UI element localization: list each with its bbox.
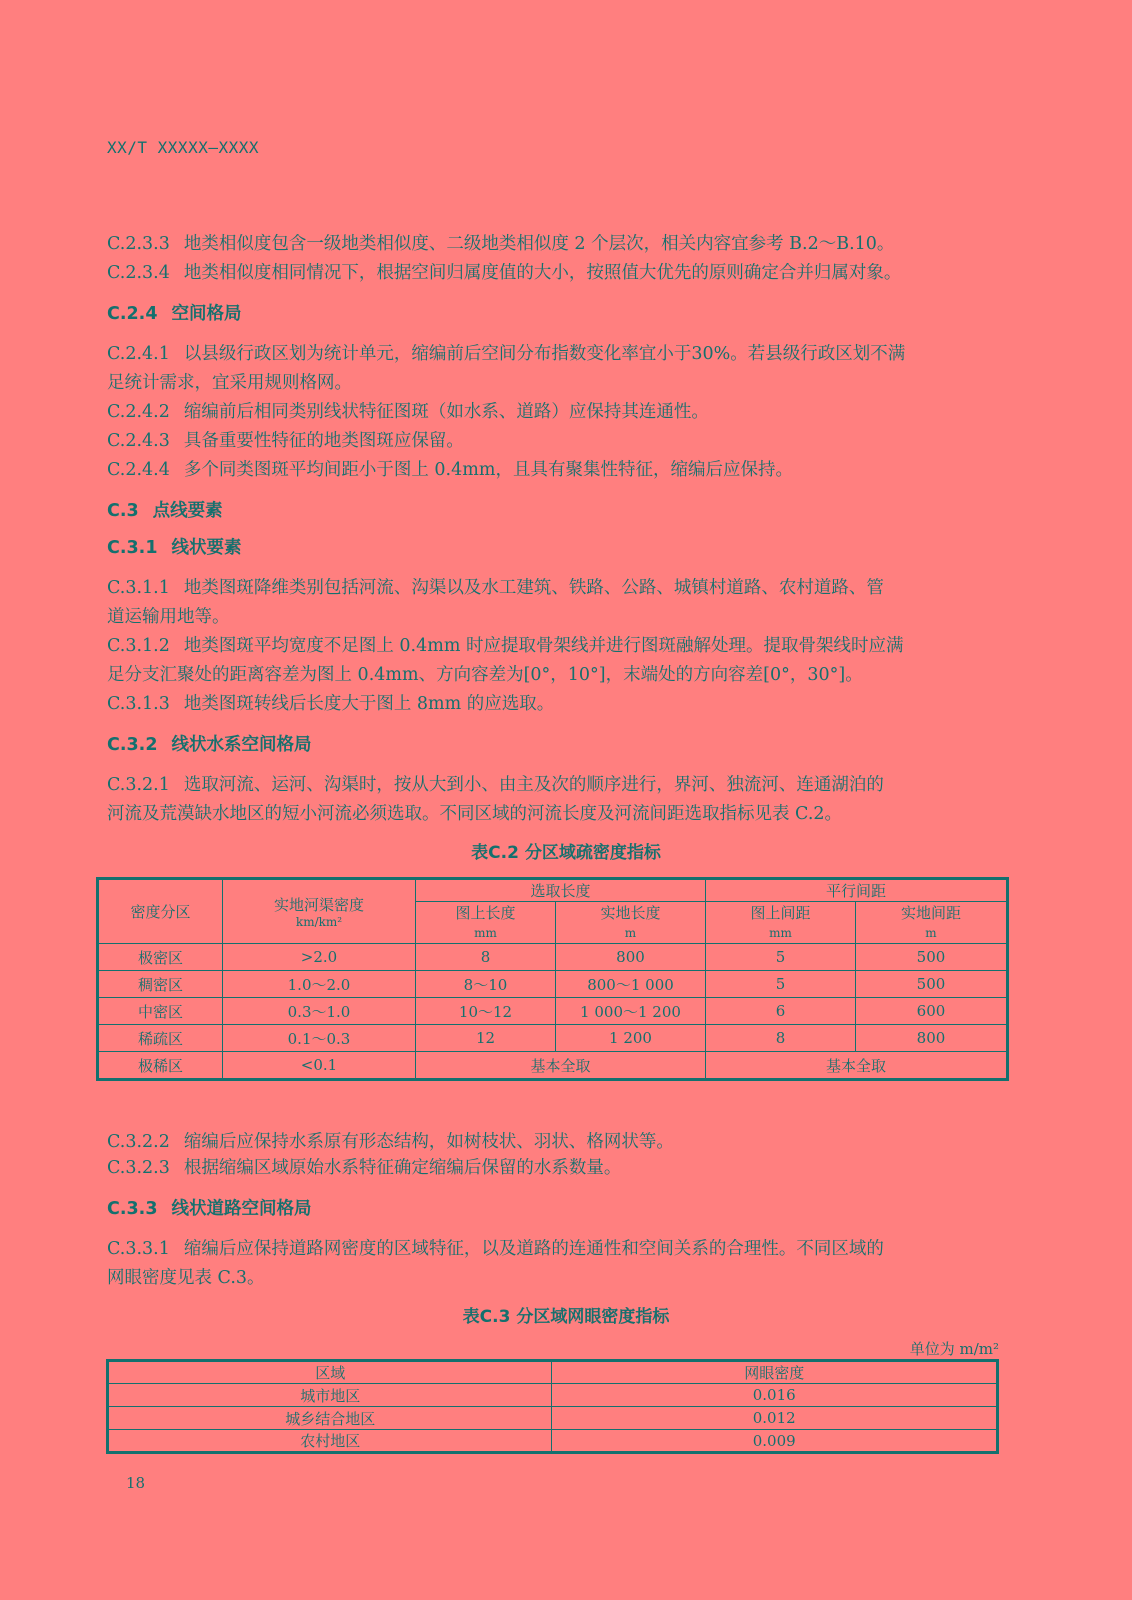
cell-parallel-all: 基本全取 (706, 1052, 1008, 1080)
cell-density: 0.3～1.0 (223, 998, 416, 1025)
heading-c3-1: C.3.1 线状要素 (107, 538, 242, 558)
table-row (98, 1025, 1008, 1052)
cell-zone: 稠密区 (98, 971, 223, 998)
clause-c3-1-1: C.3.1.1 地类图斑降维类别包括河流、沟渠以及水工建筑、铁路、公路、城镇村道路、农村道路、管 (107, 578, 884, 598)
clause-c3-2-2: C.3.2.2 缩编后应保持水系原有形态结构，如树枝状、羽状、格网状等。 (107, 1132, 674, 1152)
table-row (98, 1052, 1008, 1080)
cell-density: <0.1 (223, 1052, 416, 1080)
th-real-spacing-unit: m (856, 924, 1008, 944)
clause-c3-2-1-cont: 河流及荒漠缺水地区的短小河流必须选取。不同区域的河流长度及河流间距选取指标见表 C.2。 (107, 804, 843, 824)
clause-c2-3-3: C.2.3.3 地类相似度包含一级地类相似度、二级地类相似度 2 个层次，相关内容宜参考 B.2～B.10。 (107, 234, 895, 254)
cell-density: 0.1～0.3 (223, 1025, 416, 1052)
cell-mesh-density: 0.012 (552, 1407, 998, 1430)
th-region: 区域 (108, 1361, 552, 1384)
cell-real-spacing: 500 (856, 971, 1008, 998)
table-row (98, 998, 1008, 1025)
table-c2-caption: 表C.2 分区域疏密度指标 (471, 843, 661, 863)
cell-mesh-density: 0.009 (552, 1430, 998, 1453)
heading-c2-4: C.2.4 空间格局 (107, 304, 242, 324)
cell-map-spacing: 5 (706, 944, 856, 971)
cell-selection-all: 基本全取 (416, 1052, 706, 1080)
clause-c3-1-2: C.3.1.2 地类图斑平均宽度不足图上 0.4mm 时应提取骨架线并进行图斑融解处理。提取骨架线时应满 (107, 636, 904, 656)
cell-zone: 极密区 (98, 944, 223, 971)
clause-c3-3-1-cont: 网眼密度见表 C.3。 (107, 1268, 265, 1288)
cell-density: >2.0 (223, 944, 416, 971)
table-c3 (106, 1359, 999, 1454)
th-map-spacing: 图上间距 (706, 902, 856, 924)
table-row (98, 971, 1008, 998)
cell-real-length: 1 200 (556, 1025, 706, 1052)
table-c3-unit-note: 单位为 m/m² (909, 1340, 999, 1358)
clause-c2-4-1-cont: 足统计需求，宜采用规则格网。 (107, 373, 352, 393)
table-c3-caption: 表C.3 分区域网眼密度指标 (462, 1307, 670, 1327)
clause-c3-1-3: C.3.1.3 地类图斑转线后长度大于图上 8mm 的应选取。 (107, 694, 555, 714)
cell-map-length: 8 (416, 944, 556, 971)
cell-region: 城乡结合地区 (108, 1407, 552, 1430)
cell-map-length: 12 (416, 1025, 556, 1052)
cell-real-spacing: 800 (856, 1025, 1008, 1052)
th-density: 实地河渠密度 km/km² (223, 879, 416, 944)
cell-mesh-density: 0.016 (552, 1384, 998, 1407)
th-map-length-unit: mm (416, 924, 556, 944)
th-real-length: 实地长度 (556, 902, 706, 924)
table-row (108, 1407, 998, 1430)
heading-c3: C.3 点线要素 (107, 501, 223, 521)
th-parallel-spacing: 平行间距 (706, 879, 1008, 902)
clause-c2-4-4: C.2.4.4 多个同类图斑平均间距小于图上 0.4mm，且具有聚集性特征，缩编后应保持。 (107, 460, 793, 480)
clause-c3-1-2-cont: 足分支汇聚处的距离容差为图上 0.4mm、方向容差为[0°，10°]，末端处的方向容差[0°，30°]。 (107, 665, 863, 685)
cell-real-spacing: 500 (856, 944, 1008, 971)
cell-real-length: 800 (556, 944, 706, 971)
cell-region: 城市地区 (108, 1384, 552, 1407)
th-map-length: 图上长度 (416, 902, 556, 924)
clause-c3-2-3: C.3.2.3 根据缩编区域原始水系特征确定缩编后保留的水系数量。 (107, 1158, 622, 1178)
heading-c3-2: C.3.2 线状水系空间格局 (107, 735, 312, 755)
cell-zone: 极稀区 (98, 1052, 223, 1080)
cell-zone: 中密区 (98, 998, 223, 1025)
th-selection-length: 选取长度 (416, 879, 706, 902)
page-number: 18 (126, 1474, 146, 1492)
cell-real-length: 1 000～1 200 (556, 998, 706, 1025)
heading-c3-3: C.3.3 线状道路空间格局 (107, 1199, 312, 1219)
cell-real-spacing: 600 (856, 998, 1008, 1025)
table-row (98, 944, 1008, 971)
cell-region: 农村地区 (108, 1430, 552, 1453)
table-row (108, 1384, 998, 1407)
cell-map-spacing: 6 (706, 998, 856, 1025)
th-real-length-unit: m (556, 924, 706, 944)
clause-c2-3-4: C.2.3.4 地类相似度相同情况下，根据空间归属度值的大小，按照值大优先的原则确定合并归属对象。 (107, 263, 902, 283)
clause-c2-4-1: C.2.4.1 以县级行政区划为统计单元，缩编前后空间分布指数变化率宜小于30%。若县级行政区划不满 (107, 344, 906, 364)
cell-map-length: 10～12 (416, 998, 556, 1025)
cell-real-length: 800～1 000 (556, 971, 706, 998)
document-code: XX/T XXXXX—XXXX (107, 138, 259, 157)
table-c2 (96, 877, 1009, 1081)
th-zone: 密度分区 (98, 879, 223, 944)
clause-c3-1-1-cont: 道运输用地等。 (107, 607, 230, 627)
cell-density: 1.0～2.0 (223, 971, 416, 998)
clause-c3-2-1: C.3.2.1 选取河流、运河、沟渠时，按从大到小、由主及次的顺序进行，界河、独流河、连通湖泊的 (107, 775, 884, 795)
cell-map-spacing: 8 (706, 1025, 856, 1052)
th-mesh-density: 网眼密度 (552, 1361, 998, 1384)
clause-c2-4-3: C.2.4.3 具备重要性特征的地类图斑应保留。 (107, 431, 464, 451)
cell-zone: 稀疏区 (98, 1025, 223, 1052)
cell-map-spacing: 5 (706, 971, 856, 998)
th-map-spacing-unit: mm (706, 924, 856, 944)
th-real-spacing: 实地间距 (856, 902, 1008, 924)
table-row (108, 1430, 998, 1453)
clause-c3-3-1: C.3.3.1 缩编后应保持道路网密度的区域特征，以及道路的连通性和空间关系的合理性。不同区域的 (107, 1239, 884, 1259)
clause-c2-4-2: C.2.4.2 缩编前后相同类别线状特征图斑（如水系、道路）应保持其连通性。 (107, 402, 709, 422)
cell-map-length: 8～10 (416, 971, 556, 998)
